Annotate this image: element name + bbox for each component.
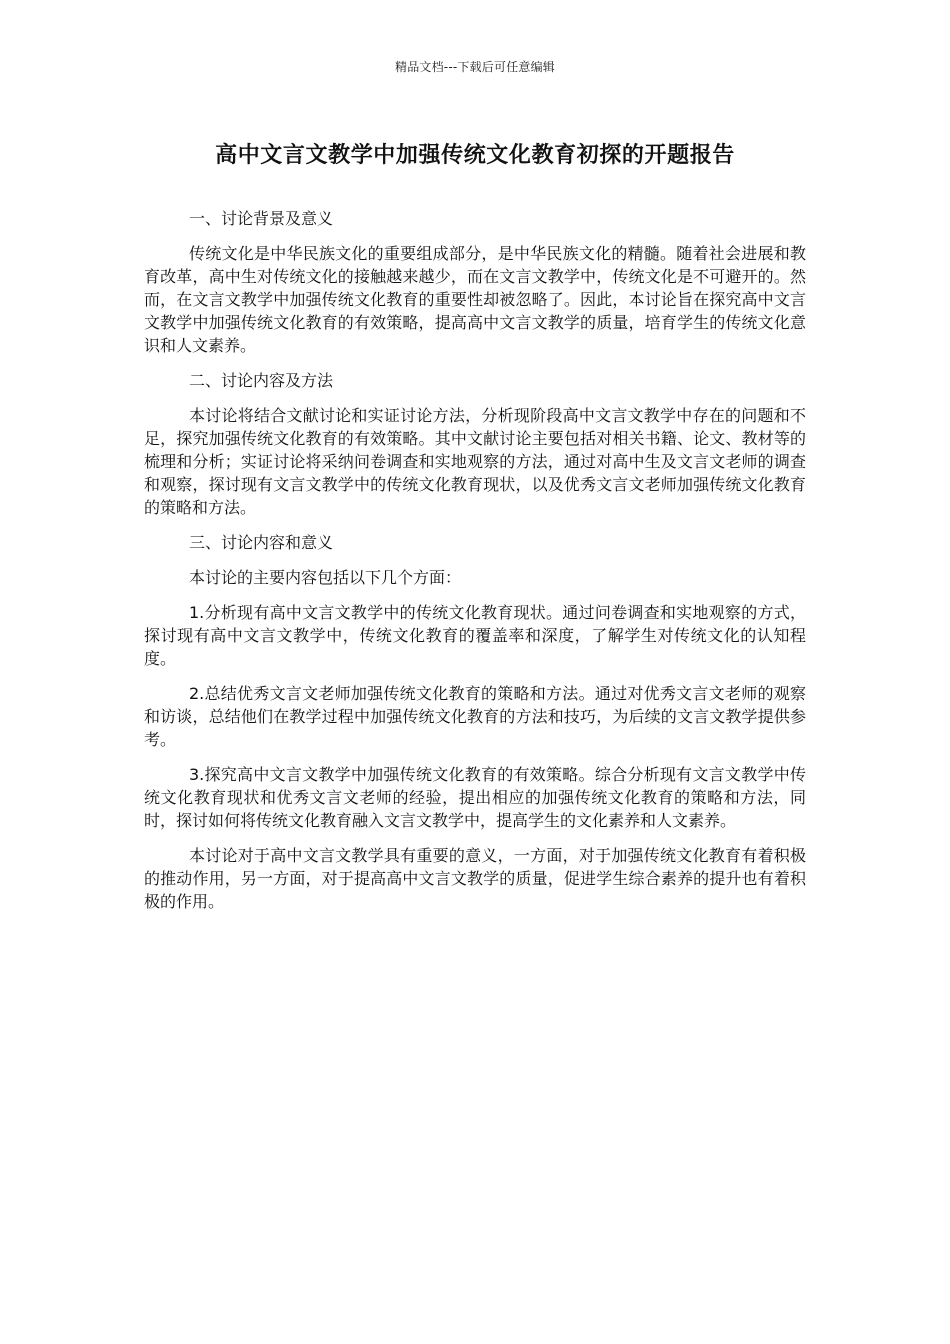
section-heading-content: 三、讨论内容和意义 bbox=[189, 533, 334, 552]
header-note: 精品文档---下载后可任意编辑 bbox=[395, 60, 555, 74]
section-heading-background: 一、讨论背景及意义 bbox=[189, 209, 334, 228]
list-item-3: 3.探究高中文言文教学中加强传统文化教育的有效策略。综合分析现有文言文教学中传统文化教育现状和优秀文言文老师的经验，提出相应的加强传统文化教育的策略和方法，同时，探讨如何将传统文化教育融入文言文教学中，提高学生的文化素养和人文素养。 bbox=[144, 765, 806, 830]
paragraph-significance: 本讨论对于高中文言文教学具有重要的意义，一方面，对于加强传统文化教育有着积极的推动作用，另一方面，对于提高高中文言文教学的质量，促进学生综合素养的提升也有着积极的作用。 bbox=[144, 846, 806, 911]
paragraph-content-intro: 本讨论的主要内容包括以下几个方面： bbox=[189, 568, 462, 587]
paragraph-methods: 本讨论将结合文献讨论和实证讨论方法，分析现阶段高中文言文教学中存在的问题和不足，探究加强传统文化教育的有效策略。其中文献讨论主要包括对相关书籍、论文、教材等的梳理和分析；实证讨论将采纳问卷调查和实地观察的方法，通过对高中生及文言文老师的调查和观察，探讨现有文言文教学中的传统文化教育现状，以及优秀文言文老师加强传统文化教育的策略和方法。 bbox=[144, 406, 806, 517]
list-item-2: 2.总结优秀文言文老师加强传统文化教育的策略和方法。通过对优秀文言文老师的观察和访谈，总结他们在教学过程中加强传统文化教育的方法和技巧，为后续的文言文教学提供参考。 bbox=[144, 684, 806, 749]
section-heading-methods: 二、讨论内容及方法 bbox=[189, 371, 334, 390]
document-body bbox=[144, 207, 806, 925]
list-item-1: 1.分析现有高中文言文教学中的传统文化教育现状。通过问卷调查和实地观察的方式，探讨现有高中文言文教学中，传统文化教育的覆盖率和深度，了解学生对传统文化的认知程度。 bbox=[144, 603, 806, 668]
document-title: 高中文言文教学中加强传统文化教育初探的开题报告 bbox=[215, 143, 735, 168]
paragraph-background: 传统文化是中华民族文化的重要组成部分，是中华民族文化的精髓。随着社会进展和教育改革，高中生对传统文化的接触越来越少，而在文言文教学中，传统文化是不可避开的。然而，在文言文教学中加强传统文化教育的重要性却被忽略了。因此，本讨论旨在探究高中文言文教学中加强传统文化教育的有效策略，提高高中文言文教学的质量，培育学生的传统文化意识和人文素养。 bbox=[144, 244, 806, 355]
